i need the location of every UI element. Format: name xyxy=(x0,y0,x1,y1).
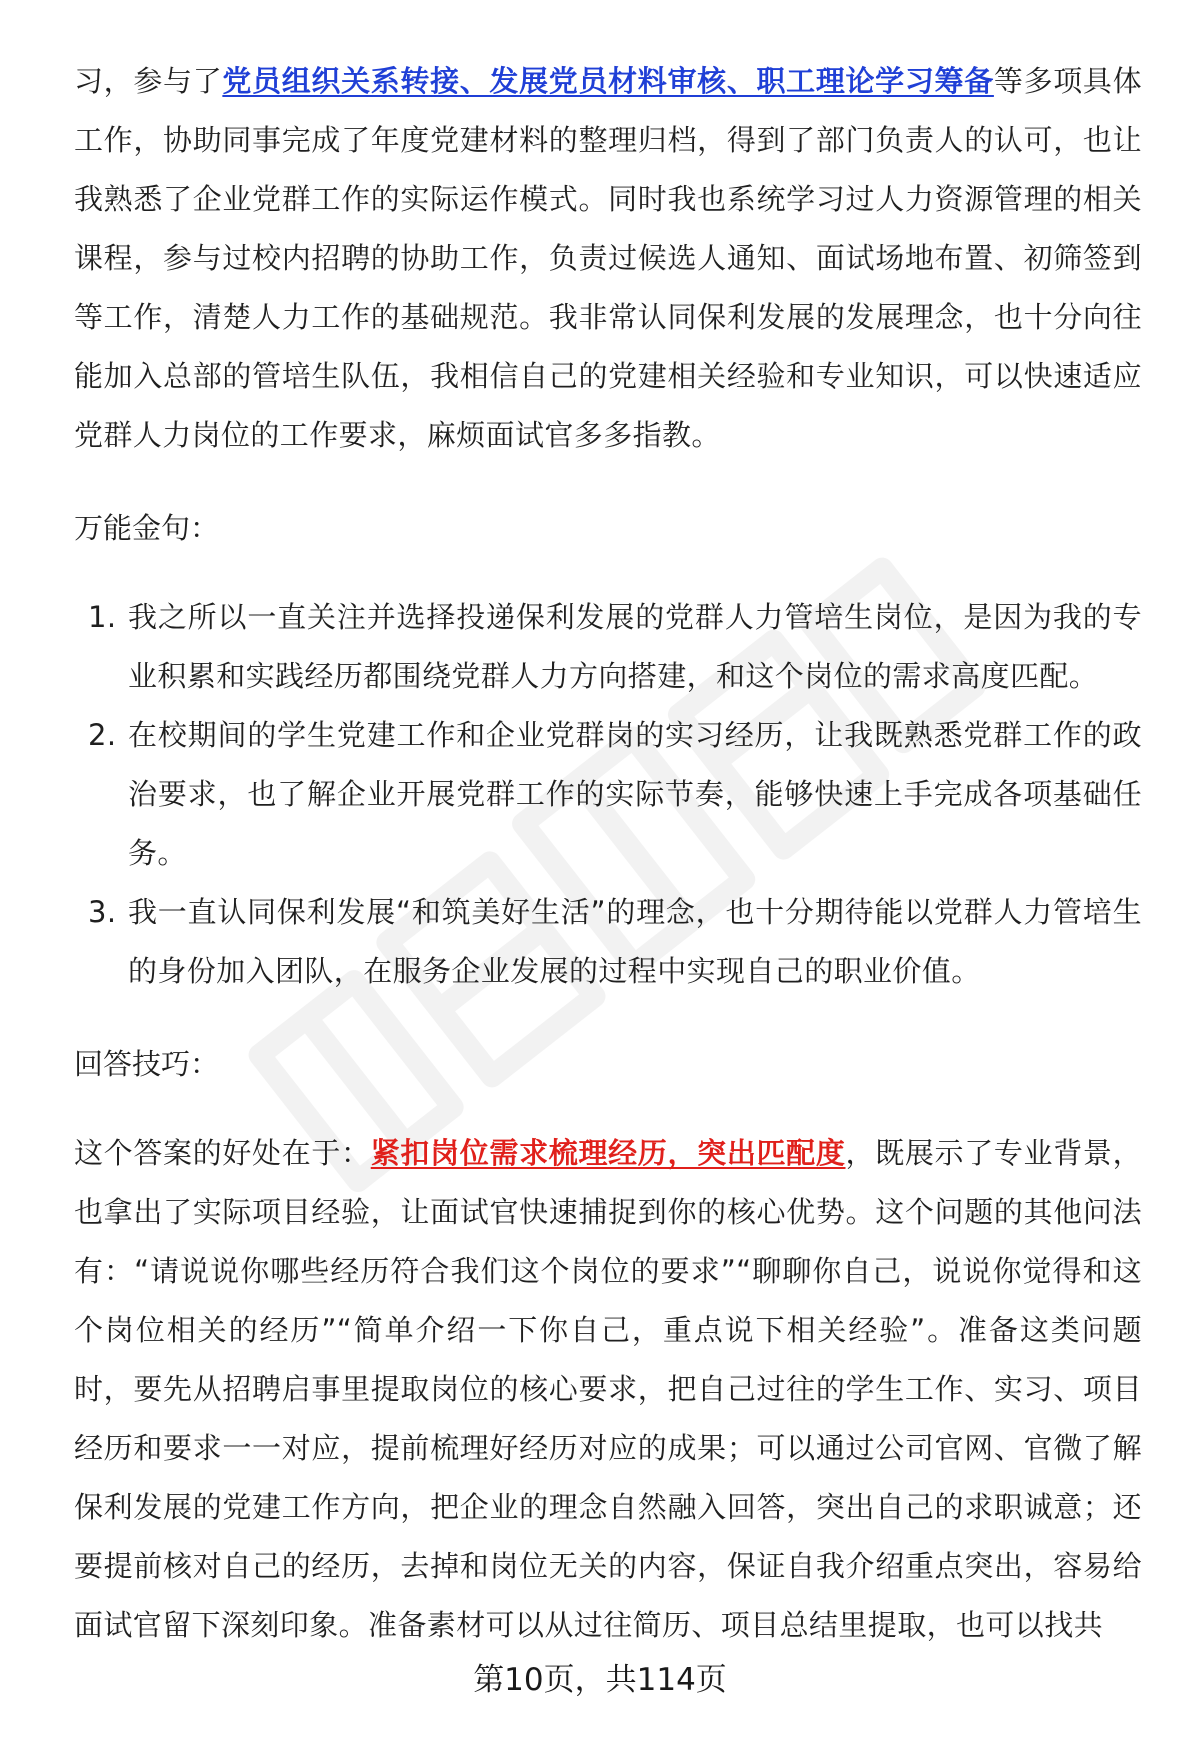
tips-text-start: 这个答案的好处在于： xyxy=(74,1136,371,1170)
list-item-text: 在校期间的学生党建工作和企业党群岗的实习经历，让我既熟悉党群工作的政治要求，也了解企业开展党群工作的实际节奏，能够快速上手完成各项基础任务。 xyxy=(128,718,1142,870)
list-item-number: 2. xyxy=(88,718,117,752)
intro-text-start: 习，参与了 xyxy=(74,64,223,98)
list-item-text: 我之所以一直关注并选择投递保利发展的党群人力管培生岗位，是因为我的专业积累和实践经历都围绕党群人力方向搭建，和这个岗位的需求高度匹配。 xyxy=(128,600,1142,693)
list-item xyxy=(74,588,1142,706)
answer-tips-paragraph xyxy=(74,1124,1142,1655)
answer-tips-label: 回答技巧： xyxy=(74,1047,220,1081)
intro-text-rest: 等多项具体工作，协助同事完成了年度党建材料的整理归档，得到了部门负责人的认可，也让我熟悉了企业党群工作的实际运作模式。同时我也系统学习过人力资源管理的相关课程，参与过校内招聘的协助工作，负责过候选人通知、面试场地布置、初筛签到等工作，清楚人力工作的基础规范。我非常认同保利发展的发展理念，也十分向往能加入总部的管培生队伍，我相信自己的党建相关经验和专业知识，可以快速适应党群人力岗位的工作要求，麻烦面试官多多指教。 xyxy=(74,64,1142,452)
list-item-text: 我一直认同保利发展“和筑美好生活”的理念，也十分期待能以党群人力管培生的身份加入团队，在服务企业发展的过程中实现自己的职业价值。 xyxy=(128,895,1142,988)
intro-highlight: 党员组织关系转接、发展党员材料审核、职工理论学习筹备 xyxy=(222,64,994,98)
tips-text-rest: ，既展示了专业背景，也拿出了实际项目经验，让面试官快速捕捉到你的核心优势。这个问题的其他问法有：“请说说你哪些经历符合我们这个岗位的要求”“聊聊你自己，说说你觉得和这个岗位相关的经历”“简单介绍一下你自己，重点说下相关经验”。准备这类问题时，要先从招聘启事里提取岗位的核心要求，把自己过往的学生工作、实习、项目经历和要求一一对应，提前梳理好经历对应的成果；可以通过公司官网、官微了解保利发展的党建工作方向，把企业的理念自然融入回答，突出自己的求职诚意；还要提前核对自己的经历，去掉和岗位无关的内容，保证自我介绍重点突出，容易给面试官留下深刻印象。准备素材可以从过往简历、项目总结里提取，也可以找共 xyxy=(74,1136,1142,1642)
page-number-footer: 第10页，共114页 xyxy=(473,1662,727,1698)
intro-paragraph xyxy=(74,52,1142,465)
document-body xyxy=(74,52,1142,1655)
golden-sentences-label: 万能金句： xyxy=(74,511,220,545)
golden-sentences-list xyxy=(74,588,1142,1001)
tips-highlight: 紧扣岗位需求梳理经历，突出匹配度 xyxy=(370,1136,846,1170)
list-item xyxy=(74,883,1142,1001)
list-item-number: 1. xyxy=(88,600,117,634)
list-item xyxy=(74,706,1142,883)
list-item-number: 3. xyxy=(88,895,117,929)
